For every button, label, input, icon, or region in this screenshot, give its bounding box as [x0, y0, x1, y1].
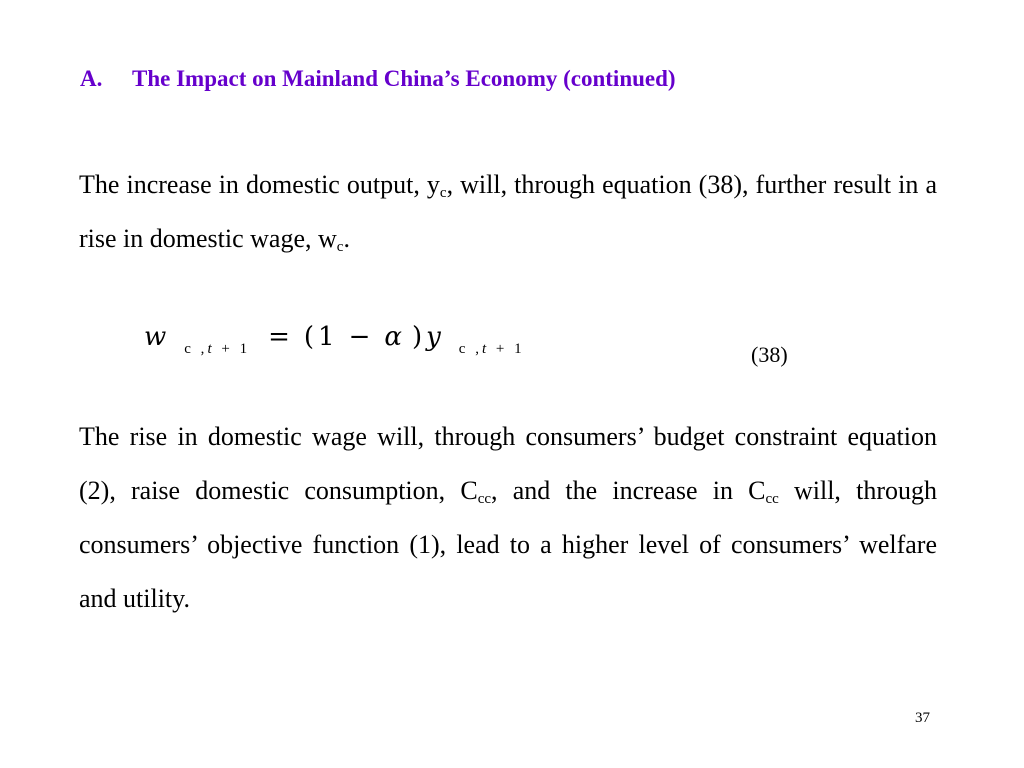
paragraph-text: will, through consumers’ objective function (1), lead to a higher level of consumers’ welfare and utility.	[79, 476, 937, 613]
equation-lhs-variable: w	[144, 322, 167, 352]
slide-heading	[80, 66, 676, 92]
subscript: cc	[765, 491, 779, 507]
paragraph-text: , will, through equation (38), further result in a rise in domestic wage, w	[79, 170, 937, 253]
equation-alpha: α	[384, 322, 402, 352]
page-number: 37	[915, 710, 930, 726]
equation-rhs-variable: y	[426, 322, 441, 352]
paragraph-consumption-welfare	[79, 410, 937, 626]
equation-rhs-subscript: c ,t + 1	[458, 341, 525, 357]
equation-minus: −	[348, 322, 375, 352]
heading-text: The Impact on Mainland China’s Economy (continued)	[132, 66, 676, 91]
subscript: cc	[477, 491, 492, 507]
paragraph-text: .	[343, 224, 350, 253]
equation-equals: =	[268, 322, 294, 352]
paragraph-text: The rise in domestic wage will, through consumers’ budget constraint equation (2), raise domestic consumption, C	[79, 422, 937, 505]
wage-equation	[144, 322, 525, 382]
subscript: c	[439, 185, 447, 201]
paragraph-text: , and the increase in C	[491, 476, 766, 505]
subscript: c	[336, 239, 344, 255]
equation-one: 1	[318, 322, 339, 352]
equation-number: (38)	[751, 342, 788, 367]
heading-letter: A.	[80, 66, 103, 91]
equation-lhs-subscript: c ,t + 1	[184, 341, 251, 357]
equation-close-paren: )	[411, 322, 427, 352]
paragraph-output-wage	[79, 158, 937, 266]
equation-open-paren: (	[303, 322, 319, 352]
paragraph-text: The increase in domestic output, y	[79, 170, 440, 199]
